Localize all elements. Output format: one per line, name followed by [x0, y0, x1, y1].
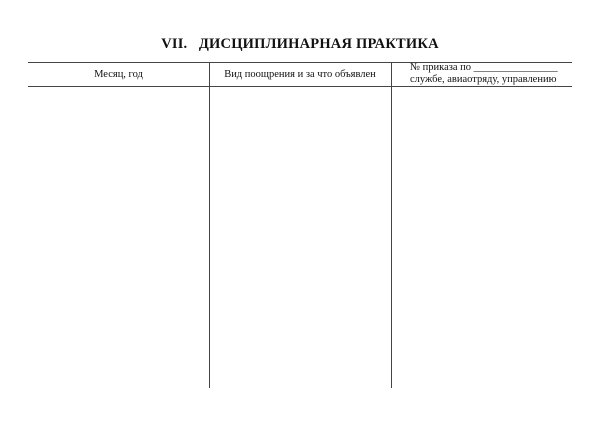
month-year-column-cell[interactable] [28, 87, 209, 388]
column-header-award-type: Вид поощрения и за что объявлен [224, 69, 376, 80]
column-header-order-number [410, 62, 558, 86]
section-title-text: ДИСЦИПЛИНАРНАЯ ПРАКТИКА [198, 36, 439, 52]
column-header-order-line-1: № приказа по ________________ [410, 62, 558, 73]
table-body [28, 87, 572, 388]
column-header-month-year: Месяц, год [94, 69, 143, 80]
order-number-column-cell[interactable] [392, 87, 572, 388]
section-number: VII. [161, 36, 188, 52]
award-type-column-cell[interactable] [210, 87, 391, 388]
section-title [0, 36, 600, 53]
column-header-order-line-2: службе, авиаотряду, управлению [410, 74, 557, 85]
